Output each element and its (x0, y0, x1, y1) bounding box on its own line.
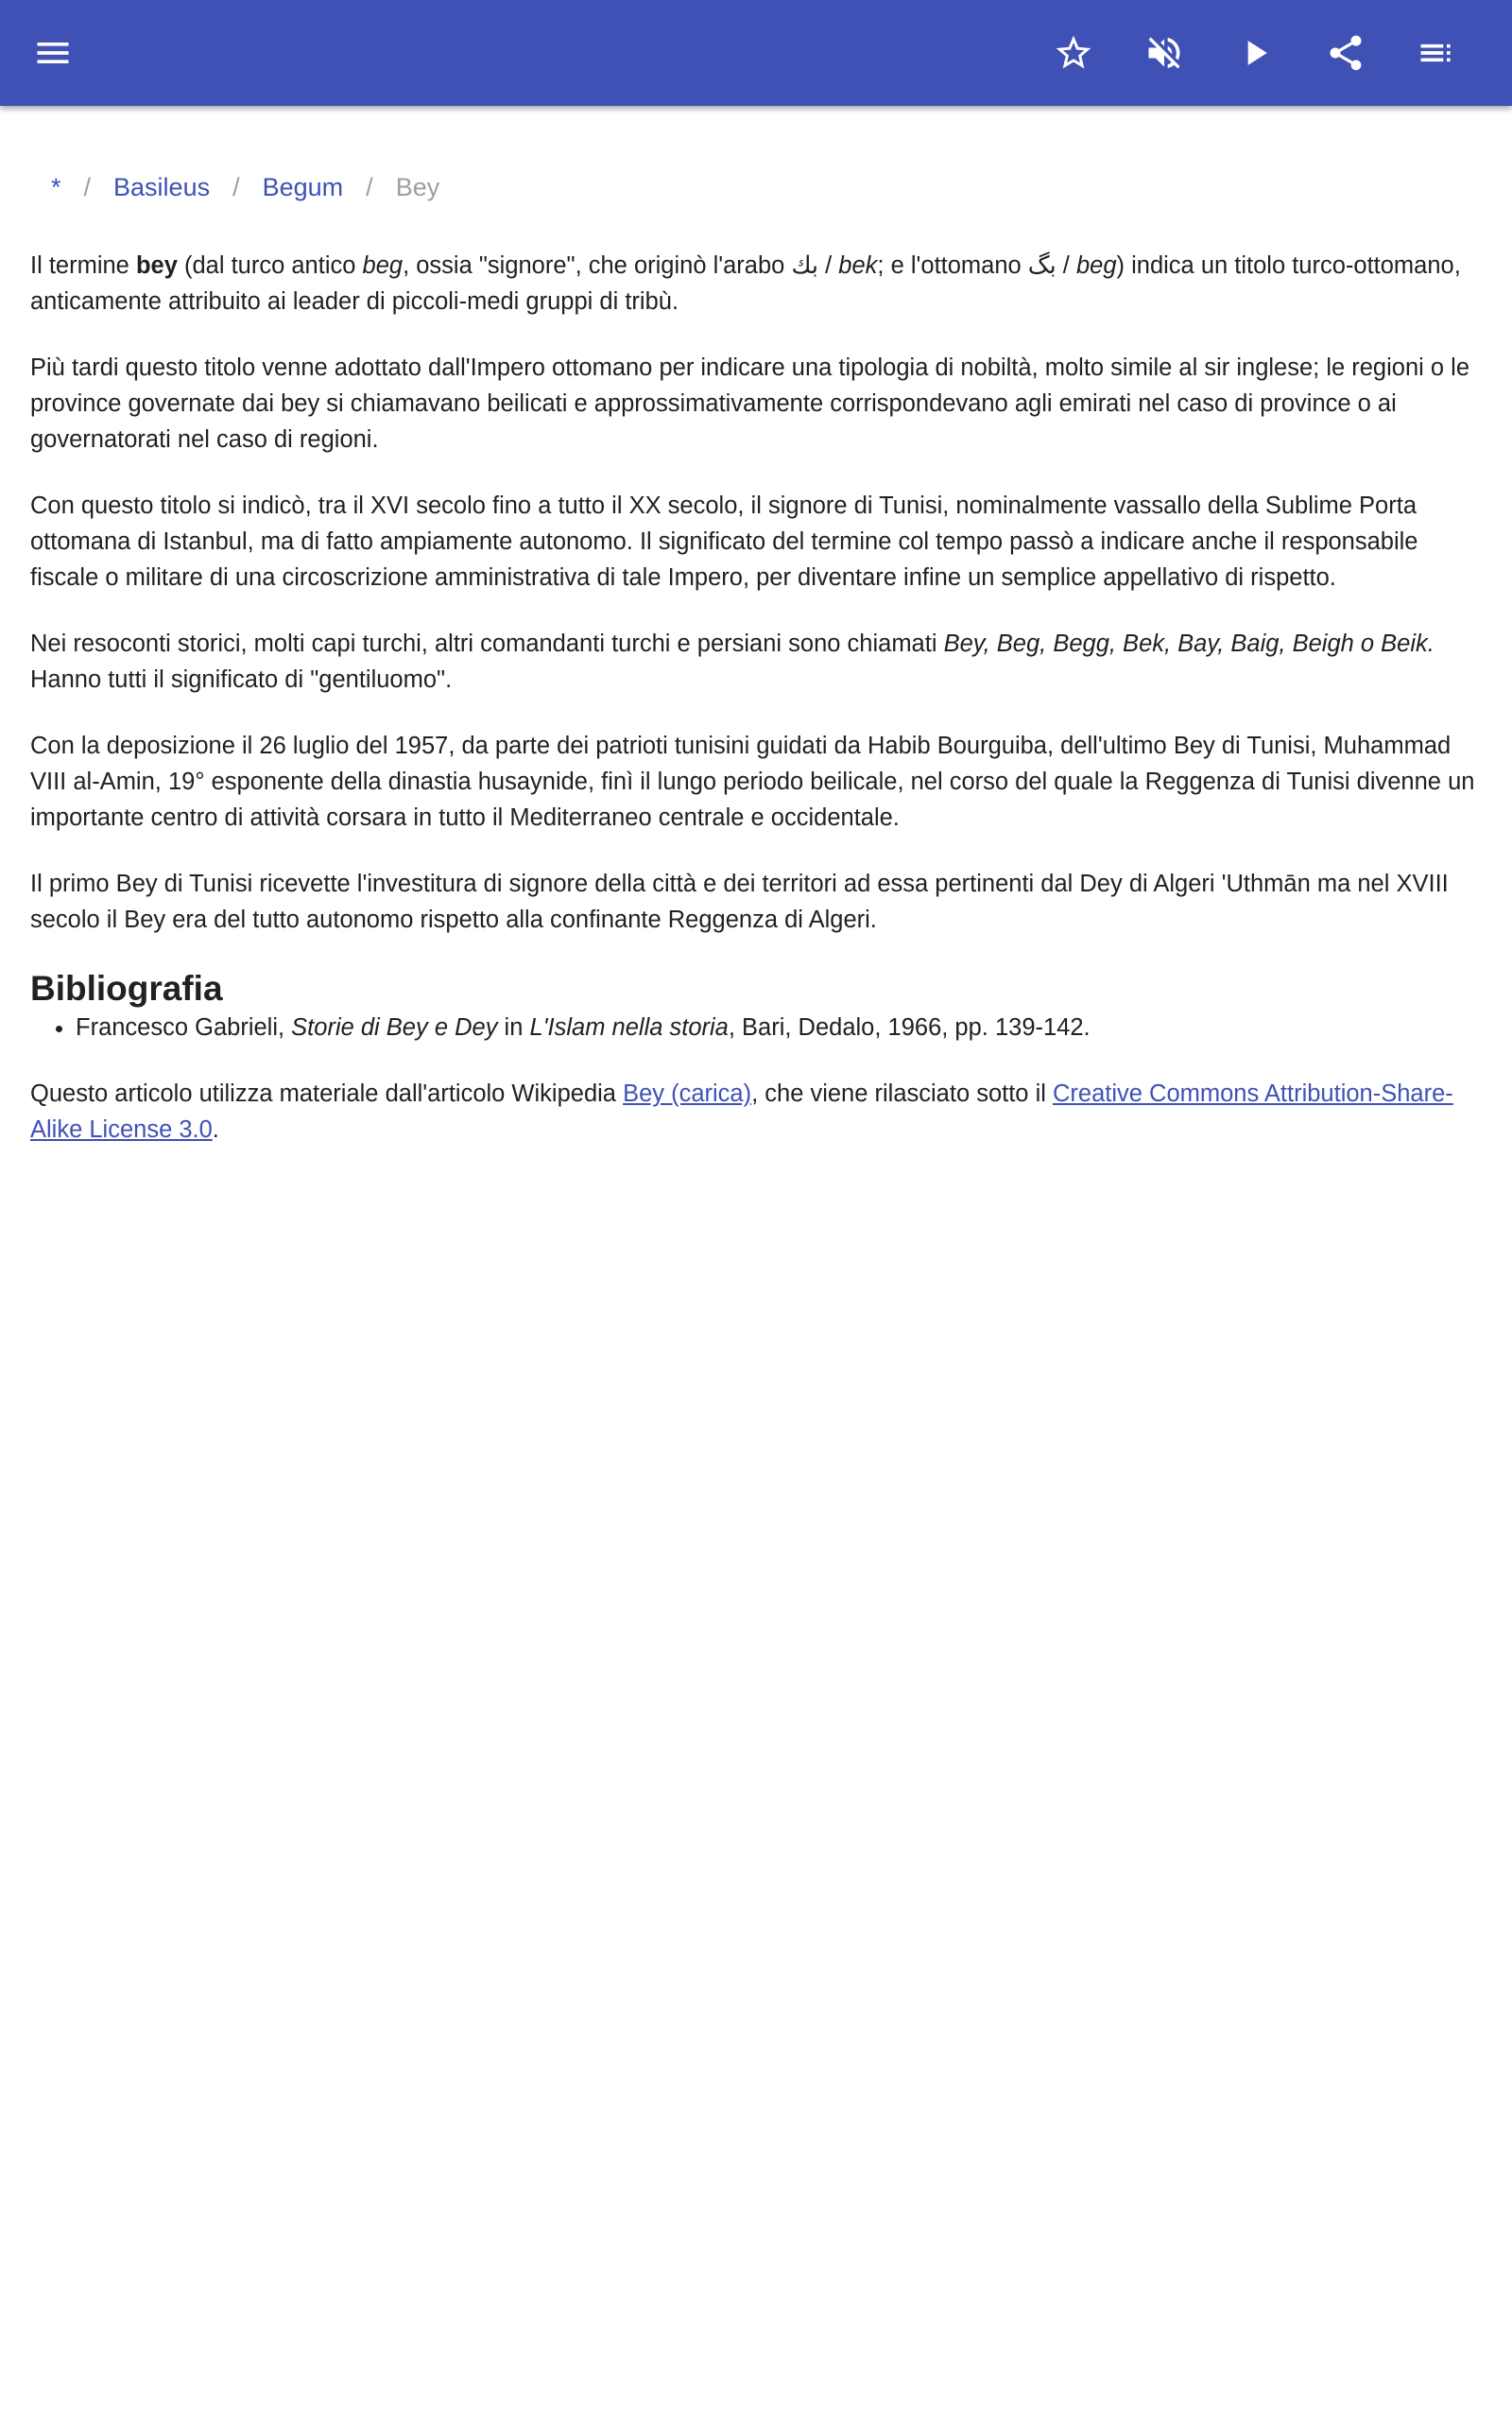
text: Francesco Gabrieli, (76, 1014, 292, 1041)
title-italic: L'Islam nella storia (529, 1014, 729, 1041)
text: / (818, 252, 839, 279)
app-toolbar (0, 0, 1512, 106)
names-italic: Bey, Beg, Begg, Bek, Bay, Baig, Beigh o Beik. (943, 631, 1435, 657)
paragraph (30, 626, 1486, 698)
paragraph: Il primo Bey di Tunisi ricevette l'investitura di signore della città e dei territori ad essa pertinenti dal Dey di Algeri 'Uthmān ma nel XVIII secolo il Bey era del tutto autonomo rispetto alla confinante Reggenza di Algeri. (30, 871, 1449, 933)
wikipedia-article-link[interactable]: Bey (carica) (623, 1080, 752, 1107)
breadcrumb-separator: / (232, 173, 240, 201)
paragraph-intro (30, 248, 1486, 320)
ottoman-text: بگ (1027, 252, 1057, 279)
text: , ossia "signore", che originò l'arabo (403, 252, 792, 279)
paragraph: Con questo titolo si indicò, tra il XVI secolo fino a tutto il XX secolo, il signore di Tunisi, nominalmente vassallo della Sublime Porta ottomana di Istanbul, ma di fatto ampiamente autonomo. Il significato del termine col tempo passò a indicare anche il responsabile fiscale o militare di una circoscrizione amministrativa di tale Impero, per diventare infine un semplice appellativo di rispetto. (30, 493, 1418, 591)
text: Nei resoconti storici, molti capi turchi, altri comandanti turchi e persiani sono chiamati (30, 631, 944, 657)
text: . (212, 1116, 219, 1143)
paragraph: Più tardi questo titolo venne adottato dall'Impero ottomano per indicare una tipologia di nobiltà, molto simile al sir inglese; le regioni o le province governate dai bey si chiamavano beilicati e approssimativamente corrispondevano agli emirati nel caso di province o ai governatorati nel caso di regioni. (30, 354, 1470, 453)
license-notice (30, 1076, 1486, 1148)
breadcrumb (51, 168, 439, 206)
text: Questo articolo utilizza materiale dall'articolo Wikipedia (30, 1080, 624, 1107)
bibliography-list (30, 1010, 1486, 1046)
breadcrumb-home[interactable]: * (51, 173, 61, 201)
play-icon[interactable] (1232, 30, 1278, 76)
breadcrumb-current: Bey (395, 173, 440, 201)
breadcrumb-basileus[interactable]: Basileus (113, 173, 211, 201)
text: / (1056, 252, 1076, 279)
title-italic: Storie di Bey e Dey (291, 1014, 498, 1041)
term-italic: beg (1075, 252, 1117, 279)
bibliography-item (76, 1010, 1486, 1046)
text: ; e l'ottomano (877, 252, 1028, 279)
menu-icon[interactable] (30, 30, 76, 76)
article-content (30, 248, 1486, 1178)
text: , che viene rilasciato sotto il (751, 1080, 1053, 1107)
license-link[interactable]: Creative Commons Attribution-Share-Alike License 3.0 (30, 1080, 1453, 1143)
arabic-text: بك (791, 252, 819, 279)
breadcrumb-begum[interactable]: Begum (262, 173, 344, 201)
volume-off-icon[interactable] (1142, 30, 1187, 76)
text: in (497, 1014, 530, 1041)
text: Hanno tutti il significato di "gentiluomo". (30, 666, 453, 693)
breadcrumb-separator: / (366, 173, 373, 201)
term-bold: bey (135, 252, 178, 279)
term-italic: bek (838, 252, 878, 279)
text: (dal turco antico (177, 252, 363, 279)
paragraph: Con la deposizione il 26 luglio del 1957, da parte dei patrioti tunisini guidati da Habib Bourguiba, dell'ultimo Bey di Tunisi, Muhammad VIII al-Amin, 19° esponente della dinastia husaynide, finì il lungo periodo beilicale, nel corso del quale la Reggenza di Tunisi divenne un importante centro di attività corsara in tutto il Mediterraneo centrale e occidentale. (30, 733, 1475, 831)
text: ) indica un titolo turco-ottomano, anticamente attribuito ai leader di piccoli-medi gruppi di tribù. (30, 252, 1461, 315)
bibliography-heading: Bibliografia (30, 969, 223, 1008)
text: Il termine (30, 252, 136, 279)
share-icon[interactable] (1323, 30, 1368, 76)
breadcrumb-separator: / (83, 173, 92, 201)
text: , Bari, Dedalo, 1966, pp. 139-142. (728, 1014, 1091, 1041)
star-icon[interactable] (1051, 30, 1096, 76)
term-italic: beg (362, 252, 404, 279)
playlist-icon[interactable] (1414, 30, 1459, 76)
